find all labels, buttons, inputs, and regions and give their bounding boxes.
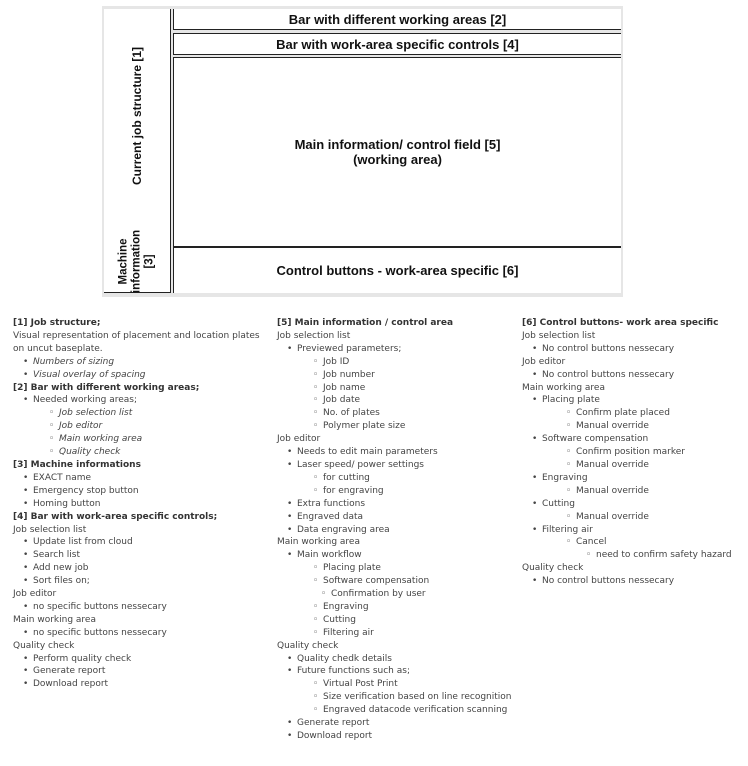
section-heading: [2] Bar with different working areas;	[13, 382, 200, 393]
ui-wireframe	[102, 6, 623, 297]
note-item: ◦ for cutting	[277, 472, 512, 485]
notes-column-3	[522, 317, 742, 588]
job-structure-panel	[104, 9, 171, 223]
section-heading: [4] Bar with work-area specific controls;	[13, 511, 218, 522]
note-item: ◦ Virtual Post Print	[277, 678, 512, 691]
note-item: • Laser speed/ power settings	[277, 459, 512, 472]
note-item: • No control buttons nessecary	[522, 575, 742, 588]
note-item: ◦ Job number	[277, 369, 512, 382]
working-areas-bar: Bar with different working areas [2]	[173, 9, 621, 30]
note-item: Job selection list	[277, 330, 351, 341]
note-item: ◦ Polymer plate size	[277, 420, 512, 433]
note-item: • Download report	[13, 678, 268, 691]
note-item: ◦ Job editor	[13, 420, 268, 433]
note-item: ◦ need to confirm safety hazard	[522, 549, 742, 562]
job-structure-label: Current job structure [1]	[130, 47, 144, 186]
note-item: ◦ Cutting	[277, 614, 512, 627]
note-item: ◦ Confirm plate placed	[522, 407, 742, 420]
note-item: • Placing plate	[522, 394, 742, 407]
note-item: Job selection list	[522, 330, 596, 341]
note-item: Quality check	[277, 640, 339, 651]
note-item: • Filtering air	[522, 524, 742, 537]
note-item: • Visual overlay of spacing	[13, 369, 268, 382]
work-area-controls-bar: Bar with work-area specific controls [4]	[173, 33, 621, 55]
note-item: • Numbers of sizing	[13, 356, 268, 369]
control-buttons-panel: Control buttons - work-area specific [6]	[173, 247, 621, 293]
notes-column-2	[277, 317, 512, 743]
note-item: ◦ Software compensation	[277, 575, 512, 588]
note-item: • no specific buttons nessecary	[13, 627, 268, 640]
note-item: ◦ Filtering air	[277, 627, 512, 640]
note-item: • Needed working areas;	[13, 394, 268, 407]
note-item: ◦ Manual override	[522, 485, 742, 498]
machine-info-line: [3]	[143, 254, 156, 269]
note-item: ◦ Engraved datacode verification scanning	[277, 704, 512, 717]
note-item: ◦ Manual override	[522, 459, 742, 472]
note-item: • Previewed parameters;	[277, 343, 512, 356]
machine-info-line: information	[130, 229, 143, 294]
note-item: Job editor	[277, 434, 321, 445]
note-item: • Software compensation	[522, 433, 742, 446]
note-item: ◦ Job selection list	[13, 407, 268, 420]
note-item: • Future functions such as;	[277, 665, 512, 678]
note-item: ◦ Manual override	[522, 511, 742, 524]
note-item: ◦ Job date	[277, 394, 512, 407]
note-item: Main working area	[13, 614, 96, 625]
note-item: • Emergency stop button	[13, 485, 268, 498]
note-item: Quality check	[13, 640, 75, 651]
note-item: ◦ for engraving	[277, 485, 512, 498]
note-item: • Engraving	[522, 472, 742, 485]
note-item: ◦ Main working area	[13, 433, 268, 446]
note-item: ◦ No. of plates	[277, 407, 512, 420]
note-item: • Generate report	[277, 717, 512, 730]
note-item: ◦ Confirm position marker	[522, 446, 742, 459]
machine-info-panel	[104, 222, 171, 293]
note-item: • Data engraving area	[277, 524, 512, 537]
note-item: Quality check	[522, 563, 584, 574]
machine-info-line: Machine	[117, 238, 130, 285]
note-item: ◦ Confirmation by user	[277, 588, 512, 601]
note-item: Visual representation of placement and location plates on uncut baseplate.	[13, 330, 260, 354]
note-item: • Cutting	[522, 498, 742, 511]
section-heading: [6] Control buttons- work area specific	[522, 318, 719, 328]
note-item: • Perform quality check	[13, 653, 268, 666]
note-item: ◦ Size verification based on line recognition	[277, 691, 512, 704]
note-item: ◦ Cancel	[522, 536, 742, 549]
note-item: ◦ Job name	[277, 382, 512, 395]
note-item: • Needs to edit main parameters	[277, 446, 512, 459]
note-item: ◦ Placing plate	[277, 562, 512, 575]
note-item: • Update list from cloud	[13, 536, 268, 549]
note-item: • No control buttons nessecary	[522, 343, 742, 356]
note-item: ◦ Engraving	[277, 601, 512, 614]
note-item: • Sort files on;	[13, 575, 268, 588]
note-item: • Engraved data	[277, 511, 512, 524]
note-item: • Extra functions	[277, 498, 512, 511]
notes-column-1	[13, 317, 268, 691]
note-item: • Main workflow	[277, 549, 512, 562]
note-item: • Homing button	[13, 498, 268, 511]
note-item: ◦ Manual override	[522, 420, 742, 433]
note-item: • Quality chedk details	[277, 653, 512, 666]
note-item: Job selection list	[13, 524, 87, 535]
note-item: • no specific buttons nessecary	[13, 601, 268, 614]
note-item: Main working area	[277, 537, 360, 548]
note-item: • No control buttons nessecary	[522, 369, 742, 382]
note-item: • Add new job	[13, 562, 268, 575]
section-heading: [1] Job structure;	[13, 318, 101, 328]
note-item: • Generate report	[13, 665, 268, 678]
main-info-subtitle: (working area)	[353, 152, 442, 167]
note-item: Job editor	[522, 356, 566, 367]
main-info-field	[173, 57, 621, 247]
section-heading: [3] Machine informations	[13, 459, 141, 470]
section-heading: [5] Main information / control area	[277, 318, 454, 328]
note-item: Job editor	[13, 589, 57, 600]
note-item: • EXACT name	[13, 472, 268, 485]
note-item: • Download report	[277, 730, 512, 743]
note-item: • Search list	[13, 549, 268, 562]
machine-info-label	[118, 216, 157, 308]
note-item: ◦ Job ID	[277, 356, 512, 369]
main-info-title: Main information/ control field [5]	[294, 137, 501, 152]
note-item: ◦ Quality check	[13, 446, 268, 459]
note-item: Main working area	[522, 382, 605, 393]
